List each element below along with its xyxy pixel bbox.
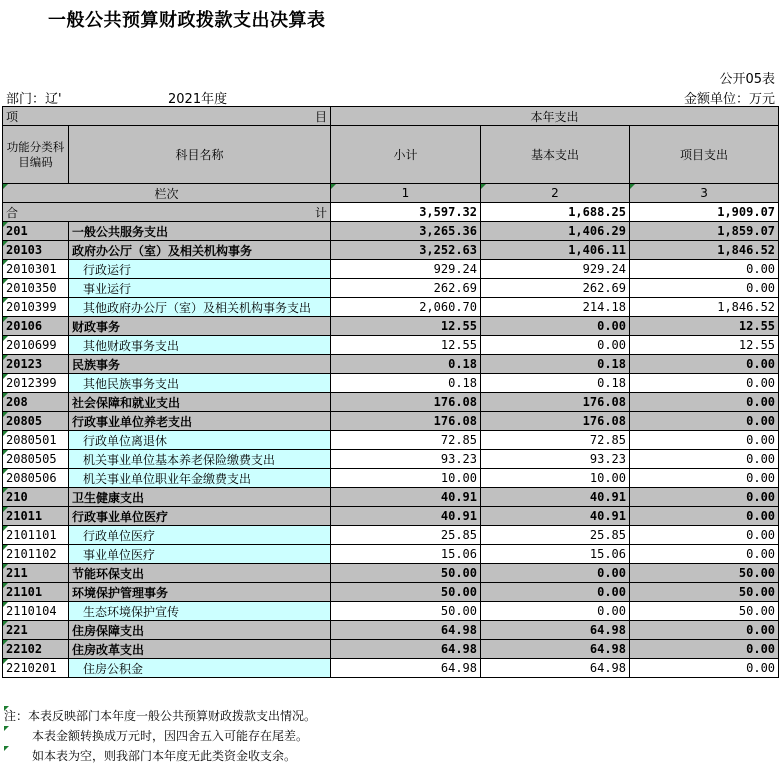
table-row <box>3 431 779 450</box>
total-label-cell <box>3 203 331 222</box>
row-name: 环境保护管理事务 <box>69 583 331 602</box>
row-subtotal: 50.00 <box>331 583 481 602</box>
row-subtotal: 50.00 <box>331 564 481 583</box>
row-code: 2012399 <box>3 374 69 393</box>
row-code: 21011 <box>3 507 69 526</box>
notes-section <box>4 706 316 766</box>
row-basic: 64.98 <box>481 640 630 659</box>
row-name: 民族事务 <box>69 355 331 374</box>
expenditure-table <box>2 106 779 678</box>
row-subtotal: 12.55 <box>331 336 481 355</box>
note-1: 注：本表反映部门本年度一般公共预算财政拨款支出情况。 <box>4 706 316 726</box>
row-code: 2101101 <box>3 526 69 545</box>
row-basic: 64.98 <box>481 621 630 640</box>
row-name: 其他财政事务支出 <box>69 336 331 355</box>
row-name: 其他民族事务支出 <box>69 374 331 393</box>
project-header: 项目支出 <box>630 126 779 184</box>
row-name: 其他政府办公厅（室）及相关机构事务支出 <box>69 298 331 317</box>
basic-header: 基本支出 <box>481 126 630 184</box>
row-subtotal: 64.98 <box>331 621 481 640</box>
total-row <box>3 203 779 222</box>
header-row-2 <box>3 126 779 184</box>
item-header-cell <box>3 107 331 126</box>
row-name: 政府办公厅（室）及相关机构事务 <box>69 241 331 260</box>
table-row <box>3 374 779 393</box>
row-name: 事业单位医疗 <box>69 545 331 564</box>
note-2: 本表金额转换成万元时，因四舍五入可能存在尾差。 <box>4 726 316 746</box>
table-row <box>3 279 779 298</box>
row-subtotal: 0.18 <box>331 374 481 393</box>
header-row-1 <box>3 107 779 126</box>
row-basic: 0.00 <box>481 317 630 336</box>
row-basic: 0.00 <box>481 564 630 583</box>
table-row <box>3 241 779 260</box>
department-label: 部门：辽' <box>6 92 62 107</box>
table-row <box>3 298 779 317</box>
total-subtotal: 3,597.32 <box>331 203 481 222</box>
row-project: 50.00 <box>630 602 779 621</box>
row-project: 1,859.07 <box>630 222 779 241</box>
table-body <box>3 222 779 678</box>
row-basic: 0.00 <box>481 602 630 621</box>
row-code: 2080501 <box>3 431 69 450</box>
row-project: 0.00 <box>630 355 779 374</box>
row-name: 行政单位离退休 <box>69 431 331 450</box>
row-subtotal: 2,060.70 <box>331 298 481 317</box>
row-basic: 40.91 <box>481 507 630 526</box>
row-project: 50.00 <box>630 564 779 583</box>
row-name: 机关事业单位基本养老保险缴费支出 <box>69 450 331 469</box>
row-basic: 1,406.11 <box>481 241 630 260</box>
table-row <box>3 507 779 526</box>
item-header-left: 项 <box>6 109 19 124</box>
row-project: 1,846.52 <box>630 241 779 260</box>
row-project: 0.00 <box>630 431 779 450</box>
item-header-right: 目 <box>314 109 327 124</box>
table-row <box>3 488 779 507</box>
total-basic: 1,688.25 <box>481 203 630 222</box>
row-code: 2080505 <box>3 450 69 469</box>
row-subtotal: 72.85 <box>331 431 481 450</box>
table-row <box>3 412 779 431</box>
table-row <box>3 393 779 412</box>
row-basic: 1,406.29 <box>481 222 630 241</box>
table-row <box>3 564 779 583</box>
row-project: 0.00 <box>630 260 779 279</box>
row-code: 2010301 <box>3 260 69 279</box>
row-subtotal: 176.08 <box>331 393 481 412</box>
row-project: 1,846.52 <box>630 298 779 317</box>
row-code: 210 <box>3 488 69 507</box>
row-project: 0.00 <box>630 659 779 678</box>
current-year-header: 本年支出 <box>331 107 779 126</box>
table-row <box>3 545 779 564</box>
row-code: 208 <box>3 393 69 412</box>
row-project: 50.00 <box>630 583 779 602</box>
total-project: 1,909.07 <box>630 203 779 222</box>
row-subtotal: 40.91 <box>331 488 481 507</box>
row-name: 事业运行 <box>69 279 331 298</box>
row-subtotal: 25.85 <box>331 526 481 545</box>
column-index-2: 2 <box>481 184 630 203</box>
row-basic: 25.85 <box>481 526 630 545</box>
row-subtotal: 262.69 <box>331 279 481 298</box>
row-basic: 929.24 <box>481 260 630 279</box>
row-subtotal: 15.06 <box>331 545 481 564</box>
code-header: 功能分类科目编码 <box>3 126 69 184</box>
row-project: 0.00 <box>630 621 779 640</box>
row-subtotal: 93.23 <box>331 450 481 469</box>
row-subtotal: 3,265.36 <box>331 222 481 241</box>
row-name: 机关事业单位职业年金缴费支出 <box>69 469 331 488</box>
row-code: 221 <box>3 621 69 640</box>
row-project: 0.00 <box>630 450 779 469</box>
row-name: 财政事务 <box>69 317 331 336</box>
row-code: 20805 <box>3 412 69 431</box>
subtotal-header: 小计 <box>331 126 481 184</box>
table-row <box>3 621 779 640</box>
table-row <box>3 317 779 336</box>
row-code: 2010399 <box>3 298 69 317</box>
row-project: 0.00 <box>630 469 779 488</box>
row-name: 住房公积金 <box>69 659 331 678</box>
name-header: 科目名称 <box>69 126 331 184</box>
row-subtotal: 12.55 <box>331 317 481 336</box>
row-basic: 72.85 <box>481 431 630 450</box>
row-subtotal: 50.00 <box>331 602 481 621</box>
row-code: 2080506 <box>3 469 69 488</box>
row-subtotal: 0.18 <box>331 355 481 374</box>
row-code: 2110104 <box>3 602 69 621</box>
row-basic: 0.00 <box>481 583 630 602</box>
row-project: 0.00 <box>630 374 779 393</box>
row-basic: 0.18 <box>481 355 630 374</box>
row-code: 20103 <box>3 241 69 260</box>
row-basic: 262.69 <box>481 279 630 298</box>
row-project: 0.00 <box>630 507 779 526</box>
table-row <box>3 355 779 374</box>
row-name: 节能环保支出 <box>69 564 331 583</box>
table-row <box>3 659 779 678</box>
row-subtotal: 176.08 <box>331 412 481 431</box>
year-label: 2021年度 <box>168 92 228 107</box>
row-name: 行政事业单位医疗 <box>69 507 331 526</box>
row-basic: 0.00 <box>481 336 630 355</box>
row-basic: 214.18 <box>481 298 630 317</box>
row-name: 卫生健康支出 <box>69 488 331 507</box>
row-code: 22102 <box>3 640 69 659</box>
page-title: 一般公共预算财政拨款支出决算表 <box>48 10 326 31</box>
row-name: 生态环境保护宣传 <box>69 602 331 621</box>
row-code: 20106 <box>3 317 69 336</box>
row-name: 行政单位医疗 <box>69 526 331 545</box>
row-code: 20123 <box>3 355 69 374</box>
row-subtotal: 3,252.63 <box>331 241 481 260</box>
column-label: 栏次 <box>3 184 331 203</box>
row-name: 社会保障和就业支出 <box>69 393 331 412</box>
row-basic: 15.06 <box>481 545 630 564</box>
row-subtotal: 64.98 <box>331 659 481 678</box>
table-row <box>3 260 779 279</box>
row-project: 0.00 <box>630 526 779 545</box>
row-project: 0.00 <box>630 279 779 298</box>
row-project: 0.00 <box>630 488 779 507</box>
row-project: 0.00 <box>630 412 779 431</box>
row-code: 2101102 <box>3 545 69 564</box>
row-code: 2210201 <box>3 659 69 678</box>
row-subtotal: 929.24 <box>331 260 481 279</box>
row-basic: 176.08 <box>481 412 630 431</box>
row-basic: 176.08 <box>481 393 630 412</box>
table-row <box>3 640 779 659</box>
row-subtotal: 10.00 <box>331 469 481 488</box>
table-row <box>3 336 779 355</box>
row-code: 2010699 <box>3 336 69 355</box>
row-basic: 64.98 <box>481 659 630 678</box>
column-index-row <box>3 184 779 203</box>
row-name: 住房保障支出 <box>69 621 331 640</box>
row-project: 12.55 <box>630 317 779 336</box>
table-row <box>3 450 779 469</box>
row-name: 住房改革支出 <box>69 640 331 659</box>
column-index-1: 1 <box>331 184 481 203</box>
row-code: 201 <box>3 222 69 241</box>
row-code: 21101 <box>3 583 69 602</box>
table-row <box>3 602 779 621</box>
row-basic: 40.91 <box>481 488 630 507</box>
row-name: 一般公共服务支出 <box>69 222 331 241</box>
row-subtotal: 64.98 <box>331 640 481 659</box>
table-row <box>3 583 779 602</box>
table-row <box>3 469 779 488</box>
row-project: 12.55 <box>630 336 779 355</box>
total-label-left: 合 <box>6 205 19 220</box>
row-basic: 93.23 <box>481 450 630 469</box>
total-label-right: 计 <box>314 205 327 220</box>
note-3: 如本表为空，则我部门本年度无此类资金收支余。 <box>4 746 316 766</box>
form-code: 公开05表 <box>719 72 775 87</box>
row-code: 2010350 <box>3 279 69 298</box>
row-project: 0.00 <box>630 393 779 412</box>
table-row <box>3 222 779 241</box>
row-basic: 10.00 <box>481 469 630 488</box>
row-project: 0.00 <box>630 545 779 564</box>
table-row <box>3 526 779 545</box>
unit-label: 金额单位：万元 <box>683 92 775 107</box>
row-name: 行政运行 <box>69 260 331 279</box>
row-project: 0.00 <box>630 640 779 659</box>
row-code: 211 <box>3 564 69 583</box>
row-basic: 0.18 <box>481 374 630 393</box>
row-name: 行政事业单位养老支出 <box>69 412 331 431</box>
row-subtotal: 40.91 <box>331 507 481 526</box>
column-index-3: 3 <box>630 184 779 203</box>
